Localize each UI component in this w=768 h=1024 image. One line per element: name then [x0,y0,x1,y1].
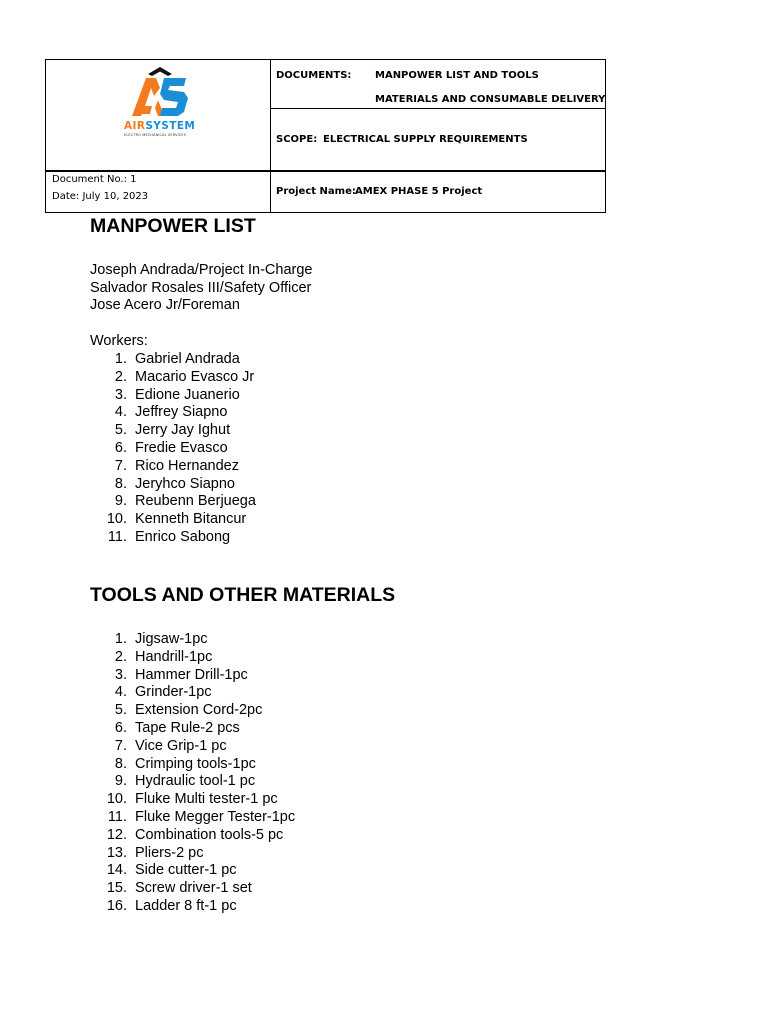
scope-value: ELECTRICAL SUPPLY REQUIREMENTS [323,134,528,145]
documents-label: DOCUMENTS: [276,70,352,81]
brand-tagline: ELECTRO MECHANICAL SERVICES [124,133,187,137]
logo-cell [46,60,271,170]
scope-label: SCOPE: [276,134,318,145]
documents-cell [271,60,605,109]
manpower-title: MANPOWER LIST [90,215,256,237]
documents-line-2: MATERIALS AND CONSUMABLE DELIVERY [375,94,606,105]
staff-line-3: Jose Acero Jr/Foreman [90,297,240,313]
project-cell [271,170,605,213]
document-header-table [45,59,606,213]
airsystem-logo-icon [130,66,190,120]
scope-cell [271,109,605,170]
tools-title: TOOLS AND OTHER MATERIALS [90,584,396,606]
document-date: Date: July 10, 2023 [52,191,149,202]
documents-line-1: MANPOWER LIST AND TOOLS [375,70,539,81]
staff-line-2: Salvador Rosales III/Safety Officer [90,280,312,296]
project-label: Project Name: [276,186,356,197]
project-value: AMEX PHASE 5 Project [355,186,483,197]
brand-name: AIRSYSTEM [124,120,196,132]
workers-label: Workers: [90,333,148,349]
staff-line-1: Joseph Andrada/Project In-Charge [90,262,313,278]
document-number: Document No.: 1 [52,174,137,185]
document-info-cell [46,170,271,213]
